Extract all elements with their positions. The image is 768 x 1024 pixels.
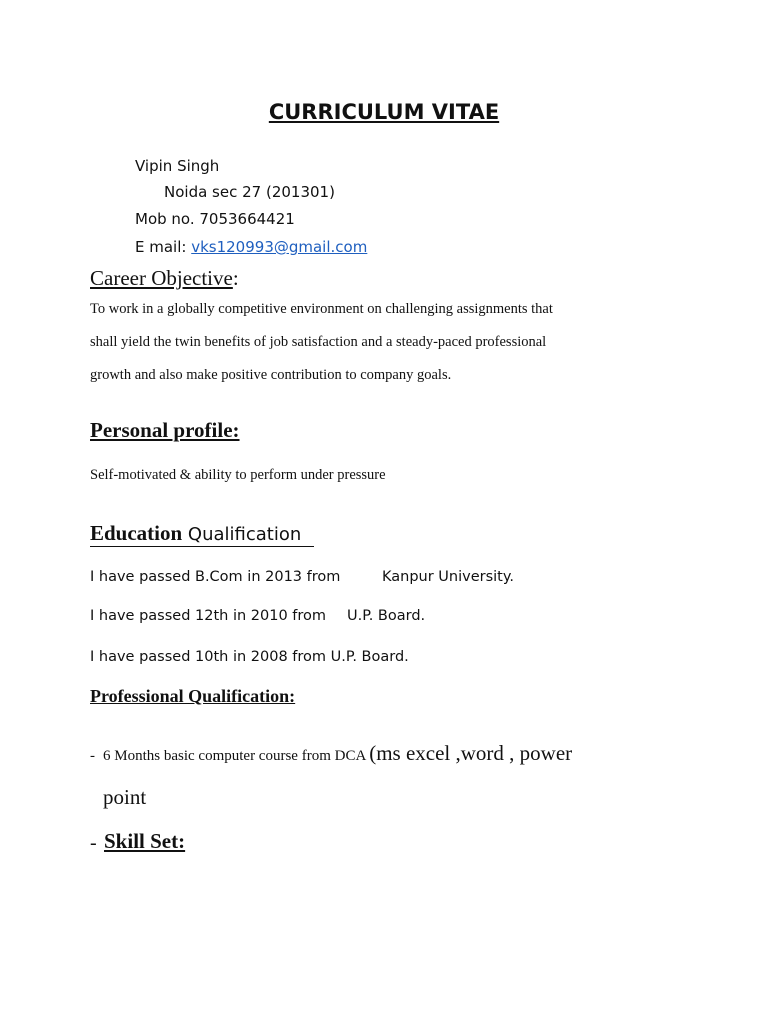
career-line-1: To work in a globally competitive environment on challenging assignments that [90, 301, 553, 317]
skills-heading: Skill Set: [104, 829, 186, 853]
career-heading-text: Career Objective [90, 266, 233, 290]
career-line-3: growth and also make positive contribution to company goals. [90, 367, 452, 383]
professional-item-small: 6 Months basic computer course from DCA [103, 748, 370, 764]
professional-heading: Professional Qualification: [90, 686, 296, 706]
contact-email [135, 238, 367, 256]
personal-profile-text: Self-motivated & ability to perform under pressure [90, 467, 386, 483]
page-title: CURRICULUM VITAE [268, 100, 500, 124]
education-row-1: I have passed B.Com in 2013 from [90, 569, 341, 585]
career-objective-heading [90, 266, 239, 291]
education-heading-underline [90, 546, 314, 547]
professional-bullet: - [90, 748, 95, 764]
contact-mobile: Mob no. 7053664421 [135, 210, 295, 228]
professional-item [103, 741, 572, 766]
education-heading-main: Education [90, 521, 183, 545]
email-link[interactable]: vks120993@gmail.com [191, 238, 368, 256]
education-row-3: I have passed 10th in 2008 from U.P. Board. [90, 649, 409, 665]
career-line-2: shall yield the twin benefits of job satisfaction and a steady-paced professional [90, 334, 547, 350]
education-row-1-board: Kanpur University. [382, 569, 514, 585]
education-row-2: I have passed 12th in 2010 from [90, 608, 327, 624]
education-heading [90, 521, 301, 546]
professional-item-continued: point [103, 785, 147, 809]
email-label: E mail: [135, 238, 192, 256]
career-heading-colon: : [232, 266, 239, 290]
education-heading-sub: Qualification [182, 524, 302, 545]
professional-item-large: (ms excel ,word , power [369, 741, 573, 765]
contact-address: Noida sec 27 (201301) [164, 183, 335, 201]
education-row-2-board: U.P. Board. [347, 608, 426, 624]
skills-bullet: - [90, 832, 97, 854]
personal-profile-heading: Personal profile: [90, 418, 240, 442]
contact-name: Vipin Singh [135, 157, 220, 175]
